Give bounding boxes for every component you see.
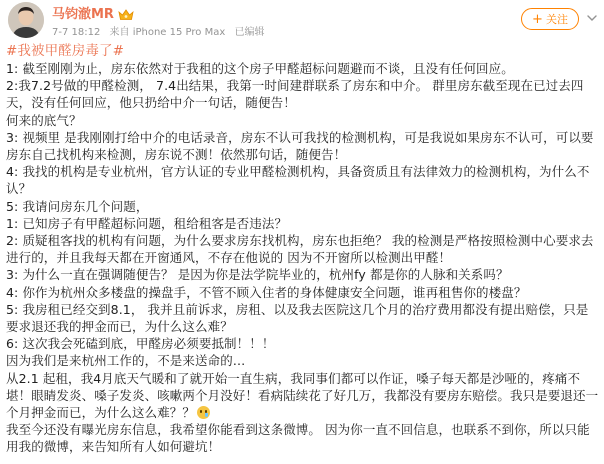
paragraph-14-text: 从2.1 起租，我4月底天气暖和了就开始一直生病，我同事们都可以作证，嗓子每天都是沙哑的，疼痛不堪！眼睛发炎、嗓子发炎、咳嗽两个月没好！看病陆续花了好几万，我都没有要房东赔偿。我只是要退还一个月押金而已，为什么这么难？？ [6,370,599,421]
paragraph-12: 6: 这次我会死磕到底，甲醛房必须要抵制！！！ [6,336,275,352]
crying-face-emoji-icon [197,406,210,419]
paragraph-9: 3: 为什么一直在强调随便告？ 是因为你是法学院毕业的，杭州fy 都是你的人脉和关系吗？ [6,267,509,283]
paragraph-7: 1: 已知房子有甲醛超标问题，租给租客是否违法？ [6,215,288,231]
edited-label: 已编辑 [234,27,265,38]
paragraph-1: 1: 截至刚刚为止，房东依然对于我租的这个房子甲醛超标问题避而不谈，且没有任何回应。 [6,61,514,76]
paragraph-6: 5: 我请问房东几个问题， [6,198,149,214]
paragraph-11: 5: 我房租已经交到8.1， 我并且前诉求，房租、以及我去医院这几个月的治疗费用都没有提出赔偿，只是要求退还我的押金而已，为什么这么难？ [6,301,589,335]
post-date: 7-7 18:12 [52,27,101,38]
paragraph-14 [6,370,600,422]
avatar-photo-icon [8,2,44,38]
follow-button[interactable] [521,8,579,30]
paragraph-4: 3: 视频里 是我刚刚打给中介的电话录音，房东不认可我找的检测机构，可是我说如果房东不认可，可以要房东自己找机构来检测，房东说不测！依然那句话，随便告！ [6,129,594,163]
post-body [6,42,600,456]
username[interactable]: 马钧澈MR [52,6,114,22]
crown-badge-icon [118,6,134,18]
paragraph-13: 因为我们是来杭州工作的，不是来送命的… [6,353,246,369]
paragraph-5: 4: 我找的机构是专业杭州，官方认证的专业甲醛检测机构，具备资质且有法律效力的检测机构，为什么不认？ [6,164,590,197]
avatar[interactable] [8,2,44,38]
paragraph-8: 2: 质疑租客找的机构有问题，为什么要求房东找机构，房东也拒绝？ 我的检测是严格按照检测中心要求去进行的，并且我每天都在开窗通风，不存在他说的 因为不开窗所以检测出甲醛！ [6,233,594,266]
follow-label: 关注 [545,13,568,26]
post-header [0,0,604,40]
chevron-down-icon[interactable] [586,12,598,24]
plus-icon: + [532,11,543,27]
paragraph-3: 何来的底气？ [6,112,82,128]
hashtag-link[interactable]: #我被甲醛房毒了# [6,43,125,59]
paragraph-15: 我至今还没有曝光房东信息，我希望你能看到这条微博。 因为你一直不回信息，也联系不到你，所以只能用我的微博，来告知所有人如何避坑！ [6,422,590,455]
post-meta [52,23,264,38]
post-source: 来自 iPhone 15 Pro Max [109,27,226,38]
paragraph-2: 2:我7.2号做的甲醛检测， 7.4出结果，我第一时间建群联系了房东和中介。 群里房东截至现在已过去四天，没有任何回应，他只扔给中介一句话，随便告！ [6,78,584,111]
paragraph-10: 4: 你作为杭州众多楼盘的操盘手，不管不顾入住者的身体健康安全问题，谁再租售你的楼盘？ [6,284,527,300]
